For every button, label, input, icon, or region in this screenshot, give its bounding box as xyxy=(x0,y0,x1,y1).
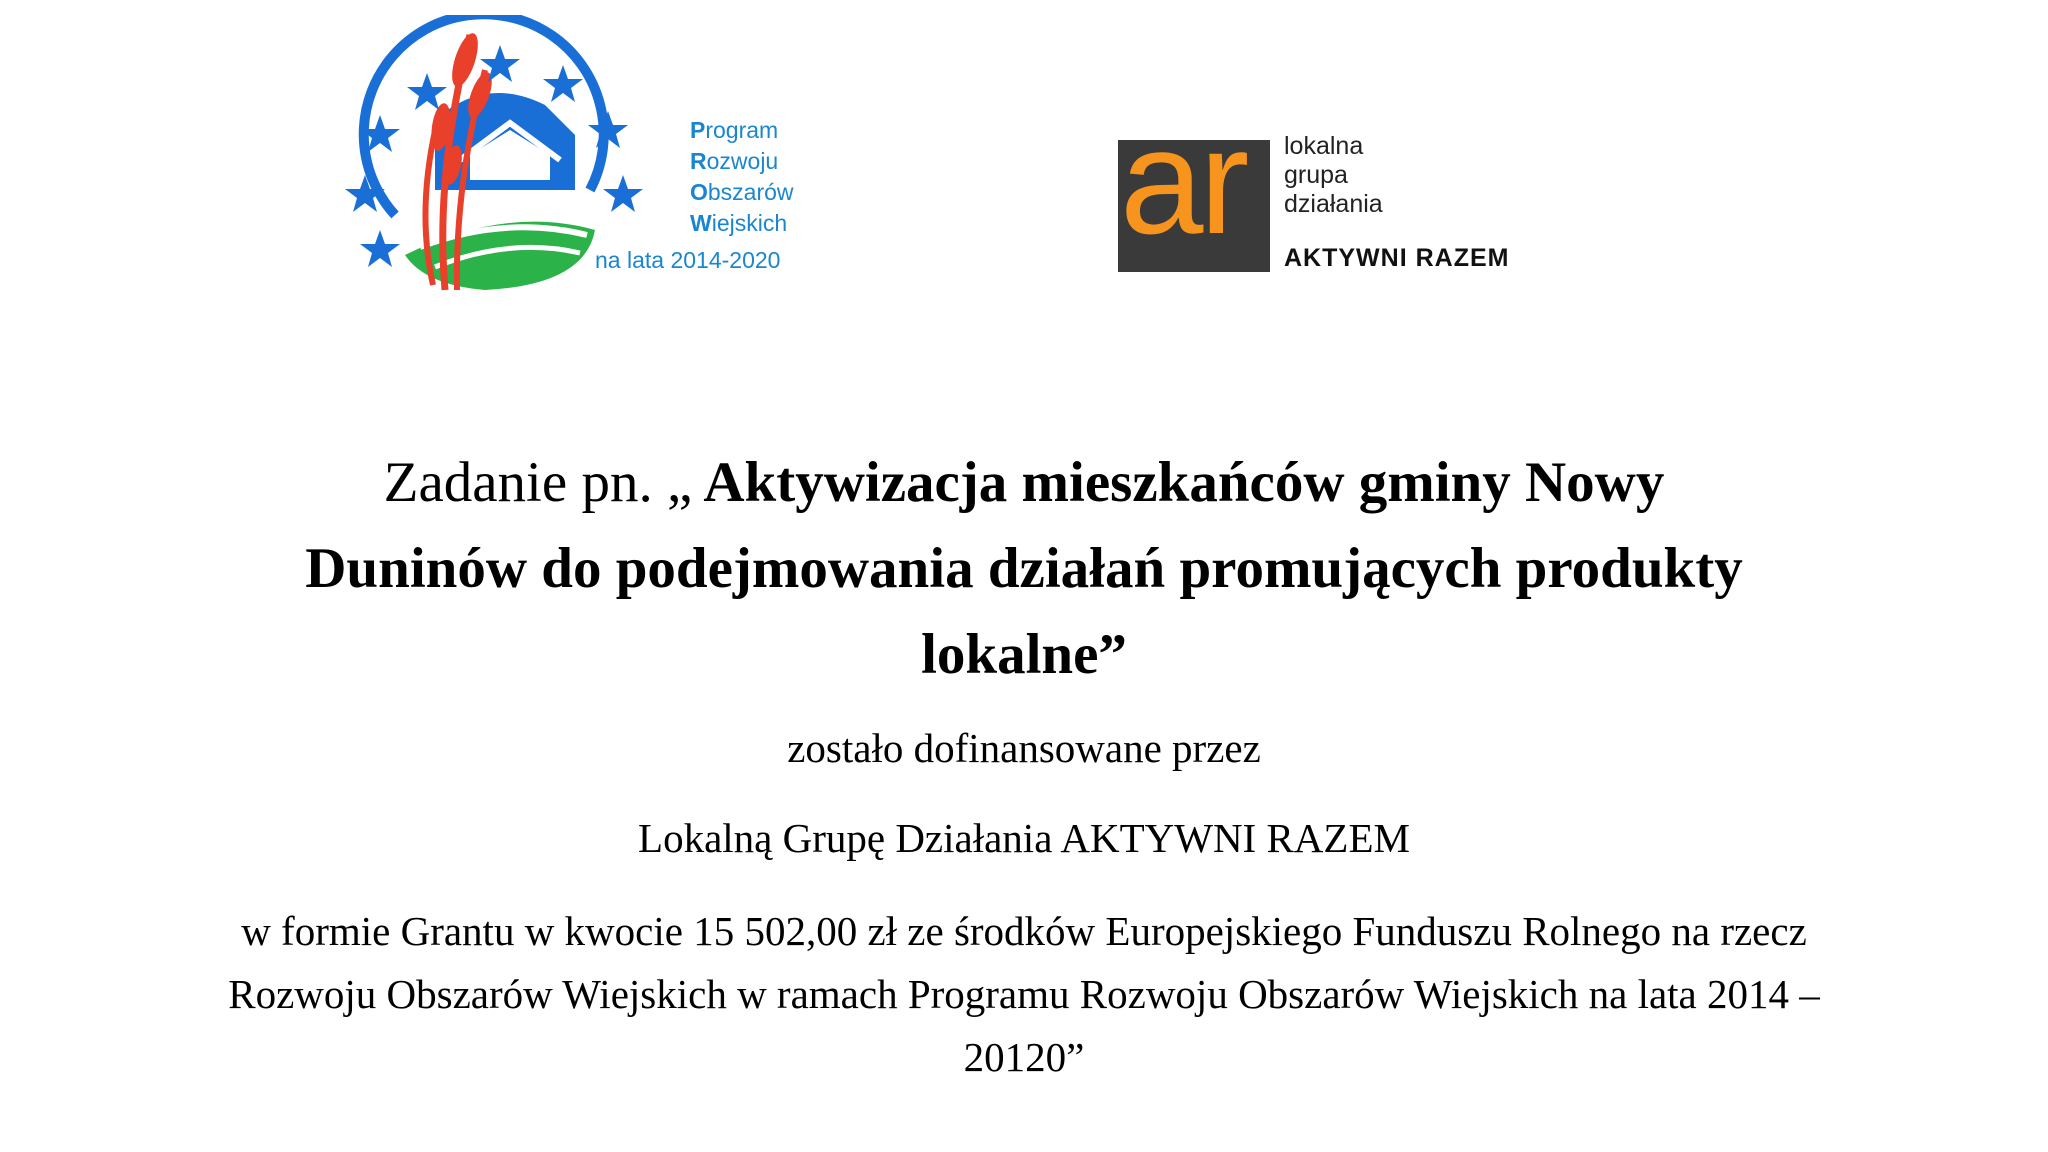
prow-wordmark xyxy=(690,115,794,239)
lgd-mark-text: ar xyxy=(1120,140,1246,265)
prow-line: Wiejskich xyxy=(690,210,788,236)
heading-prefix: Zadanie pn. „ xyxy=(383,451,693,514)
heading-title: Aktywizacja mieszkańców gminy Nowy Duninów do podejmowania działań promujących produkty lokalne” xyxy=(305,451,1743,686)
grant-text: w formie Grantu w kwocie 15 502,00 zł ze środków Europejskiego Funduszu Rolnego na rzecz Rozwoju Obszarów Wiejskich w ramach Programu Rozwoju Obszarów Wiejskich na lata 2014 – 20120” xyxy=(228,908,1820,1080)
lgd-full-name: Lokalną Grupę Działania AKTYWNI RAZEM xyxy=(638,815,1410,861)
lgd-mark-icon xyxy=(1118,140,1270,272)
lgd-logo xyxy=(1118,132,1558,275)
lgd-tagline xyxy=(1284,132,1383,219)
prow-line: Obszarów xyxy=(690,179,794,205)
document-body xyxy=(0,440,2048,1089)
funded-by-text: zostało dofinansowane przez xyxy=(787,725,1261,771)
lgd-name: AKTYWNI RAZEM xyxy=(1284,244,1510,272)
lgd-tagline-line: grupa xyxy=(1284,161,1348,189)
lgd-tagline-line: lokalna xyxy=(1284,132,1364,160)
task-heading xyxy=(274,440,1774,698)
lgd-tagline-line: działania xyxy=(1284,190,1383,218)
prow-logo xyxy=(325,15,845,305)
prow-years: na lata 2014-2020 xyxy=(595,247,781,273)
prow-line: Rozwoju xyxy=(690,148,779,174)
prow-line: Program xyxy=(690,117,779,143)
